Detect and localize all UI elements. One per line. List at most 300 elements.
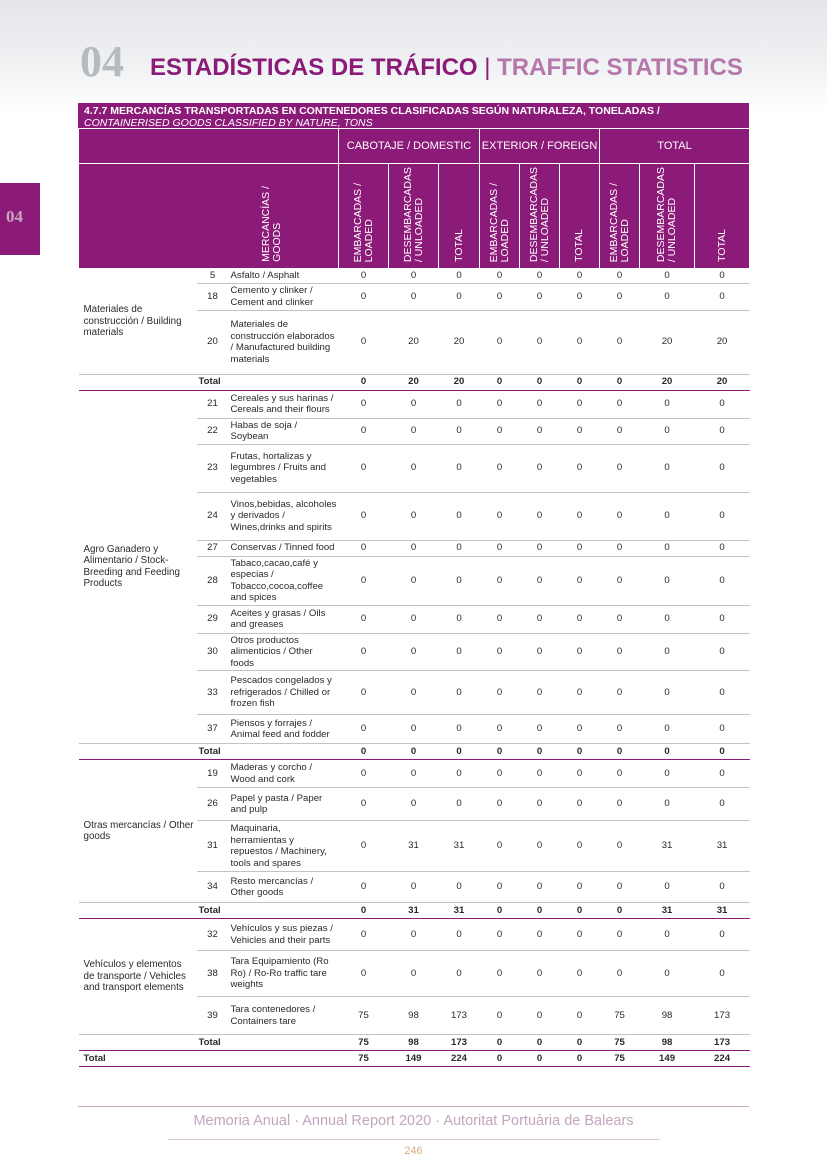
value-cell: 0: [439, 418, 480, 444]
goods-description: Resto mercancías / Other goods: [229, 872, 339, 903]
statistics-table-container: [78, 103, 749, 1067]
value-cell: 0: [439, 492, 480, 540]
side-tab-label: 04: [6, 207, 23, 226]
domestic-unloaded-header: DESEMBARCADAS / UNLOADED: [389, 164, 439, 269]
value-cell: 0: [339, 418, 389, 444]
total-value-cell: 31: [640, 903, 695, 919]
value-cell: 0: [640, 715, 695, 744]
caption-italic: CONTAINERISED GOODS CLASSIFIED BY NATURE, TONS: [84, 117, 373, 129]
goods-code: 39: [197, 997, 229, 1035]
foreign-loaded-header: EMBARCADAS / LOADED: [480, 164, 520, 269]
value-cell: 0: [695, 919, 750, 951]
value-cell: 0: [439, 540, 480, 556]
value-cell: 0: [640, 633, 695, 671]
value-cell: 0: [695, 671, 750, 715]
goods-code: 27: [197, 540, 229, 556]
value-cell: 75: [339, 997, 389, 1035]
total-value-cell: 31: [389, 903, 439, 919]
goods-code: 23: [197, 444, 229, 492]
value-cell: 98: [640, 997, 695, 1035]
value-cell: 0: [640, 951, 695, 997]
statistics-table: [78, 128, 750, 1067]
value-cell: 0: [520, 310, 560, 374]
goods-description: Vehículos y sus piezas / Vehicles and their parts: [229, 919, 339, 951]
goods-code: 26: [197, 788, 229, 821]
value-cell: 0: [560, 919, 600, 951]
value-cell: 0: [339, 821, 389, 872]
footer-divider: [168, 1139, 660, 1140]
domestic-total-header: TOTAL: [439, 164, 480, 269]
page-number: 246: [404, 1145, 423, 1157]
goods-code: 31: [197, 821, 229, 872]
category-total-row: [79, 903, 750, 919]
chapter-title-es: ESTADÍSTICAS DE TRÁFICO: [150, 54, 478, 81]
value-cell: 0: [695, 872, 750, 903]
value-cell: 0: [480, 919, 520, 951]
value-cell: 0: [389, 269, 439, 284]
total-loaded-header: EMBARCADAS / LOADED: [600, 164, 640, 269]
value-cell: 0: [560, 310, 600, 374]
value-cell: 98: [389, 997, 439, 1035]
value-cell: 0: [339, 556, 389, 605]
value-cell: 0: [640, 444, 695, 492]
value-cell: 0: [695, 760, 750, 788]
value-cell: 0: [600, 671, 640, 715]
value-cell: 0: [695, 788, 750, 821]
value-cell: 0: [600, 788, 640, 821]
foreign-total-header: TOTAL: [560, 164, 600, 269]
goods-description: Maderas y corcho / Wood and cork: [229, 760, 339, 788]
category-label: Agro Ganadero y Alimentario / Stock-Breeding and Feeding Products: [79, 390, 197, 744]
value-cell: 0: [520, 872, 560, 903]
value-cell: 0: [640, 283, 695, 310]
goods-description: Tabaco,cacao,café y especias / Tobacco,cocoa,coffee and spices: [229, 556, 339, 605]
value-cell: 0: [389, 671, 439, 715]
total-unloaded-header: DESEMBARCADAS / UNLOADED: [640, 164, 695, 269]
title-separator: |: [484, 54, 491, 81]
value-cell: 0: [600, 390, 640, 418]
value-cell: 0: [695, 540, 750, 556]
value-cell: 31: [640, 821, 695, 872]
group-domestic: CABOTAJE / DOMESTIC: [339, 129, 480, 164]
goods-description: Frutas, hortalizas y legumbres / Fruits and vegetables: [229, 444, 339, 492]
grand-total-value: 0: [520, 1051, 560, 1067]
value-cell: 20: [389, 310, 439, 374]
total-value-cell: 98: [389, 1035, 439, 1051]
total-value-cell: 75: [600, 1035, 640, 1051]
value-cell: 0: [439, 444, 480, 492]
goods-code: 22: [197, 418, 229, 444]
goods-code: 5: [197, 269, 229, 284]
goods-code: 20: [197, 310, 229, 374]
goods-code: 18: [197, 283, 229, 310]
value-cell: 0: [480, 605, 520, 633]
total-value-cell: 0: [480, 903, 520, 919]
goods-description: Cereales y sus harinas / Cereals and their flours: [229, 390, 339, 418]
category-total-row: [79, 1035, 750, 1051]
value-cell: 0: [520, 283, 560, 310]
total-value-cell: 20: [439, 374, 480, 390]
value-cell: 0: [560, 444, 600, 492]
value-cell: 0: [520, 540, 560, 556]
total-value-cell: 0: [600, 903, 640, 919]
total-total-header: TOTAL: [695, 164, 750, 269]
value-cell: 0: [389, 788, 439, 821]
value-cell: 0: [520, 715, 560, 744]
chapter-title: [150, 54, 743, 82]
grand-total-value: 0: [560, 1051, 600, 1067]
value-cell: 0: [695, 390, 750, 418]
value-cell: 0: [600, 556, 640, 605]
value-cell: 0: [480, 788, 520, 821]
value-cell: 0: [339, 951, 389, 997]
category-total-label: Total: [197, 374, 339, 390]
value-cell: 0: [480, 418, 520, 444]
value-cell: 0: [560, 872, 600, 903]
value-cell: 0: [600, 633, 640, 671]
value-cell: 0: [600, 760, 640, 788]
value-cell: 0: [600, 919, 640, 951]
total-value-cell: 0: [339, 374, 389, 390]
footer-rule: [78, 1106, 749, 1107]
value-cell: 0: [520, 605, 560, 633]
value-cell: 0: [600, 821, 640, 872]
value-cell: 0: [339, 788, 389, 821]
value-cell: 0: [339, 390, 389, 418]
total-value-cell: 0: [560, 744, 600, 760]
value-cell: 0: [339, 540, 389, 556]
total-value-cell: 0: [560, 903, 600, 919]
value-cell: 0: [520, 671, 560, 715]
goods-code: 34: [197, 872, 229, 903]
total-value-cell: 173: [439, 1035, 480, 1051]
value-cell: 0: [480, 951, 520, 997]
total-value-cell: 173: [695, 1035, 750, 1051]
value-cell: 0: [480, 715, 520, 744]
total-value-cell: 0: [480, 374, 520, 390]
grand-total-value: 75: [339, 1051, 389, 1067]
value-cell: 0: [600, 715, 640, 744]
sub-header-row: [79, 164, 750, 269]
grand-total-value: 75: [600, 1051, 640, 1067]
value-cell: 0: [695, 492, 750, 540]
value-cell: 0: [520, 951, 560, 997]
caption-main: 4.7.7 MERCANCÍAS TRANSPORTADAS EN CONTENEDORES CLASIFICADAS SEGÚN NATURALEZA, TONELADAS /: [84, 105, 660, 117]
value-cell: 0: [560, 997, 600, 1035]
total-value-cell: 0: [640, 744, 695, 760]
goods-description: Aceites y grasas / Oils and greases: [229, 605, 339, 633]
value-cell: 0: [439, 269, 480, 284]
value-cell: 0: [520, 821, 560, 872]
total-value-cell: 0: [480, 744, 520, 760]
category-label: Materiales de construcción / Building materials: [79, 269, 197, 375]
goods-description: Vinos,bebidas, alcoholes y derivados / Wines,drinks and spirits: [229, 492, 339, 540]
value-cell: 0: [389, 715, 439, 744]
table-body: [79, 269, 750, 1067]
grand-total-value: 224: [695, 1051, 750, 1067]
value-cell: 0: [695, 951, 750, 997]
value-cell: 0: [339, 919, 389, 951]
value-cell: 0: [480, 821, 520, 872]
value-cell: 0: [600, 283, 640, 310]
value-cell: 0: [339, 633, 389, 671]
total-value-cell: 0: [560, 374, 600, 390]
value-cell: 20: [439, 310, 480, 374]
category-label: Vehículos y elementos de transporte / Vehicles and transport elements: [79, 919, 197, 1035]
value-cell: 0: [520, 556, 560, 605]
total-value-cell: 20: [695, 374, 750, 390]
value-cell: 31: [695, 821, 750, 872]
grand-total-value: 224: [439, 1051, 480, 1067]
group-header-blank: [79, 129, 339, 164]
total-value-cell: 0: [339, 903, 389, 919]
group-total: TOTAL: [600, 129, 750, 164]
value-cell: 0: [600, 310, 640, 374]
goods-code: 32: [197, 919, 229, 951]
value-cell: 0: [520, 390, 560, 418]
value-cell: 0: [600, 872, 640, 903]
value-cell: 0: [480, 760, 520, 788]
value-cell: 0: [339, 283, 389, 310]
goods-code: 33: [197, 671, 229, 715]
value-cell: 75: [600, 997, 640, 1035]
value-cell: 0: [695, 715, 750, 744]
value-cell: 0: [339, 269, 389, 284]
goods-code: 21: [197, 390, 229, 418]
category-total-label: Total: [197, 744, 339, 760]
total-value-cell: 0: [600, 744, 640, 760]
value-cell: 0: [389, 418, 439, 444]
total-value-cell: 0: [339, 744, 389, 760]
value-cell: 0: [600, 492, 640, 540]
table-row: [79, 760, 750, 788]
value-cell: 0: [640, 760, 695, 788]
value-cell: 0: [480, 540, 520, 556]
value-cell: 0: [640, 605, 695, 633]
value-cell: 0: [695, 633, 750, 671]
value-cell: 0: [640, 269, 695, 284]
value-cell: 0: [695, 605, 750, 633]
value-cell: 0: [640, 872, 695, 903]
category-label: Otras mercancías / Other goods: [79, 760, 197, 903]
grand-total-value: 149: [389, 1051, 439, 1067]
value-cell: 0: [560, 283, 600, 310]
value-cell: 0: [520, 788, 560, 821]
value-cell: 0: [600, 540, 640, 556]
value-cell: 0: [339, 671, 389, 715]
footer-text: Memoria Anual · Annual Report 2020 · Autoritat Portuària de Balears: [193, 1113, 634, 1129]
value-cell: 0: [439, 605, 480, 633]
value-cell: 0: [695, 283, 750, 310]
value-cell: 0: [480, 283, 520, 310]
value-cell: 0: [520, 997, 560, 1035]
table-caption: [78, 103, 749, 128]
value-cell: 0: [520, 760, 560, 788]
total-value-cell: 0: [695, 744, 750, 760]
value-cell: 0: [560, 418, 600, 444]
grand-total-value: 149: [640, 1051, 695, 1067]
value-cell: 0: [480, 633, 520, 671]
goods-code: 28: [197, 556, 229, 605]
value-cell: 0: [389, 919, 439, 951]
total-value-cell: 98: [640, 1035, 695, 1051]
category-total-blank: [79, 1035, 197, 1051]
value-cell: 0: [389, 872, 439, 903]
value-cell: 0: [339, 715, 389, 744]
value-cell: 0: [389, 633, 439, 671]
value-cell: 0: [560, 605, 600, 633]
value-cell: 173: [695, 997, 750, 1035]
chapter-number: 04: [80, 37, 124, 86]
value-cell: 0: [640, 418, 695, 444]
total-value-cell: 0: [600, 374, 640, 390]
group-header-row: [79, 129, 750, 164]
value-cell: 0: [560, 556, 600, 605]
goods-code: 19: [197, 760, 229, 788]
value-cell: 0: [480, 997, 520, 1035]
value-cell: 0: [439, 760, 480, 788]
value-cell: 0: [439, 919, 480, 951]
value-cell: 0: [560, 715, 600, 744]
total-value-cell: 0: [520, 374, 560, 390]
goods-description: Materiales de construcción elaborados / Manufactured building materials: [229, 310, 339, 374]
grand-total-label: Total: [79, 1051, 339, 1067]
value-cell: 0: [560, 492, 600, 540]
value-cell: 0: [640, 671, 695, 715]
goods-header: MERCANCÍAS / GOODS: [79, 164, 339, 269]
value-cell: 0: [520, 418, 560, 444]
total-value-cell: 20: [640, 374, 695, 390]
value-cell: 0: [389, 444, 439, 492]
total-value-cell: 0: [439, 744, 480, 760]
group-foreign: EXTERIOR / FOREIGN: [480, 129, 600, 164]
goods-description: Papel y pasta / Paper and pulp: [229, 788, 339, 821]
value-cell: 0: [560, 951, 600, 997]
value-cell: 0: [439, 633, 480, 671]
value-cell: 0: [389, 556, 439, 605]
value-cell: 20: [640, 310, 695, 374]
goods-code: 37: [197, 715, 229, 744]
value-cell: 0: [480, 444, 520, 492]
total-value-cell: 0: [480, 1035, 520, 1051]
value-cell: 0: [560, 760, 600, 788]
total-value-cell: 75: [339, 1035, 389, 1051]
category-total-row: [79, 374, 750, 390]
goods-description: Conservas / Tinned food: [229, 540, 339, 556]
total-value-cell: 31: [695, 903, 750, 919]
total-value-cell: 0: [389, 744, 439, 760]
domestic-loaded-header: EMBARCADAS / LOADED: [339, 164, 389, 269]
value-cell: 0: [640, 540, 695, 556]
value-cell: 0: [520, 444, 560, 492]
value-cell: 0: [439, 390, 480, 418]
value-cell: 0: [439, 283, 480, 310]
category-total-blank: [79, 903, 197, 919]
value-cell: 0: [439, 715, 480, 744]
value-cell: 0: [439, 788, 480, 821]
category-total-row: [79, 744, 750, 760]
total-value-cell: 0: [520, 1035, 560, 1051]
goods-code: 24: [197, 492, 229, 540]
goods-description: Tara Equipamiento (Ro Ro) / Ro-Ro traffic tare weights: [229, 951, 339, 997]
value-cell: 0: [560, 269, 600, 284]
value-cell: 0: [520, 492, 560, 540]
value-cell: 0: [560, 633, 600, 671]
grand-total-row: [79, 1051, 750, 1067]
category-total-blank: [79, 744, 197, 760]
value-cell: 0: [389, 760, 439, 788]
value-cell: 0: [640, 788, 695, 821]
category-total-blank: [79, 374, 197, 390]
value-cell: 0: [439, 671, 480, 715]
value-cell: 0: [389, 390, 439, 418]
value-cell: 31: [439, 821, 480, 872]
goods-code: 38: [197, 951, 229, 997]
value-cell: 0: [600, 269, 640, 284]
value-cell: 0: [560, 390, 600, 418]
total-value-cell: 20: [389, 374, 439, 390]
value-cell: 0: [480, 671, 520, 715]
total-value-cell: 0: [520, 903, 560, 919]
value-cell: 0: [339, 760, 389, 788]
goods-code: 29: [197, 605, 229, 633]
goods-description: Piensos y forrajes / Animal feed and fodder: [229, 715, 339, 744]
value-cell: 173: [439, 997, 480, 1035]
value-cell: 31: [389, 821, 439, 872]
value-cell: 0: [389, 951, 439, 997]
total-value-cell: 0: [520, 744, 560, 760]
goods-description: Habas de soja / Soybean: [229, 418, 339, 444]
value-cell: 0: [439, 872, 480, 903]
value-cell: 0: [560, 788, 600, 821]
goods-description: Pescados congelados y refrigerados / Chilled or frozen fish: [229, 671, 339, 715]
goods-description: Asfalto / Asphalt: [229, 269, 339, 284]
foreign-unloaded-header: DESEMBARCADAS / UNLOADED: [520, 164, 560, 269]
value-cell: 0: [520, 633, 560, 671]
total-value-cell: 31: [439, 903, 480, 919]
value-cell: 0: [480, 269, 520, 284]
value-cell: 0: [389, 283, 439, 310]
goods-description: Cemento y clinker / Cement and clinker: [229, 283, 339, 310]
table-row: [79, 390, 750, 418]
value-cell: 0: [339, 605, 389, 633]
goods-description: Maquinaria, herramientas y repuestos / Machinery, tools and spares: [229, 821, 339, 872]
goods-description: Tara contenedores / Containers tare: [229, 997, 339, 1035]
value-cell: 0: [640, 556, 695, 605]
value-cell: 0: [520, 269, 560, 284]
table-row: [79, 919, 750, 951]
value-cell: 0: [600, 444, 640, 492]
value-cell: 0: [560, 821, 600, 872]
value-cell: 0: [389, 605, 439, 633]
value-cell: 0: [480, 872, 520, 903]
goods-code: 30: [197, 633, 229, 671]
category-total-label: Total: [197, 903, 339, 919]
chapter-side-tab: [0, 183, 40, 255]
value-cell: 0: [600, 951, 640, 997]
category-total-label: Total: [197, 1035, 339, 1051]
value-cell: 0: [389, 540, 439, 556]
value-cell: 0: [480, 310, 520, 374]
value-cell: 0: [695, 556, 750, 605]
value-cell: 0: [640, 492, 695, 540]
value-cell: 0: [439, 951, 480, 997]
value-cell: 0: [600, 418, 640, 444]
value-cell: 0: [695, 269, 750, 284]
value-cell: 20: [695, 310, 750, 374]
value-cell: 0: [480, 390, 520, 418]
value-cell: 0: [480, 556, 520, 605]
